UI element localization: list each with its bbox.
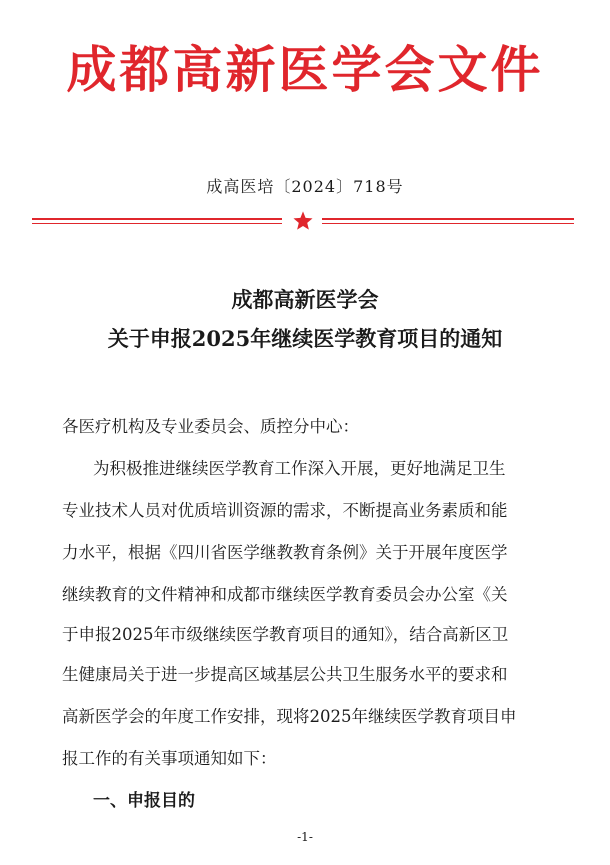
- section-heading: 一、申报目的: [93, 791, 195, 811]
- paragraph-line: 生健康局关于进一步提高区域基层公共卫生服务水平的要求和: [62, 665, 508, 684]
- salutation: 各医疗机构及专业委员会、质控分中心：: [62, 417, 359, 436]
- page-number: -1-: [297, 830, 313, 844]
- notice-title-line-1: 成都高新医学会: [231, 287, 379, 312]
- paragraph-line: 继续教育的文件精神和成都市继续医学教育委员会办公室《关: [62, 585, 508, 604]
- paragraph-line: 高新医学会的年度工作安排，现将2025年继续医学教育项目申: [62, 707, 517, 726]
- notice-title-line-2: 关于申报2025年继续医学教育项目的通知: [107, 326, 503, 351]
- document-number: 成高医培〔2024〕718号: [206, 177, 404, 196]
- red-divider-left-thin: [32, 223, 282, 224]
- paragraph-line: 专业技术人员对优质培训资源的需求，不断提高业务素质和能: [62, 501, 508, 520]
- red-divider-right-thin: [322, 223, 574, 224]
- paragraph-line: 报工作的有关事项通知如下：: [62, 749, 277, 768]
- paragraph-line: 为积极推进继续医学教育工作深入开展，更好地满足卫生: [93, 459, 506, 478]
- paragraph-line: 力水平，根据《四川省医学继教教育条例》关于开展年度医学: [62, 543, 508, 562]
- red-divider-right: [322, 218, 574, 220]
- organization-header-title: 成都高新医学会文件: [66, 40, 544, 99]
- paragraph-line: 于申报2025年市级继续医学教育项目的通知》，结合高新区卫: [62, 625, 509, 644]
- red-divider-left: [32, 218, 282, 220]
- red-star-icon: [292, 210, 314, 232]
